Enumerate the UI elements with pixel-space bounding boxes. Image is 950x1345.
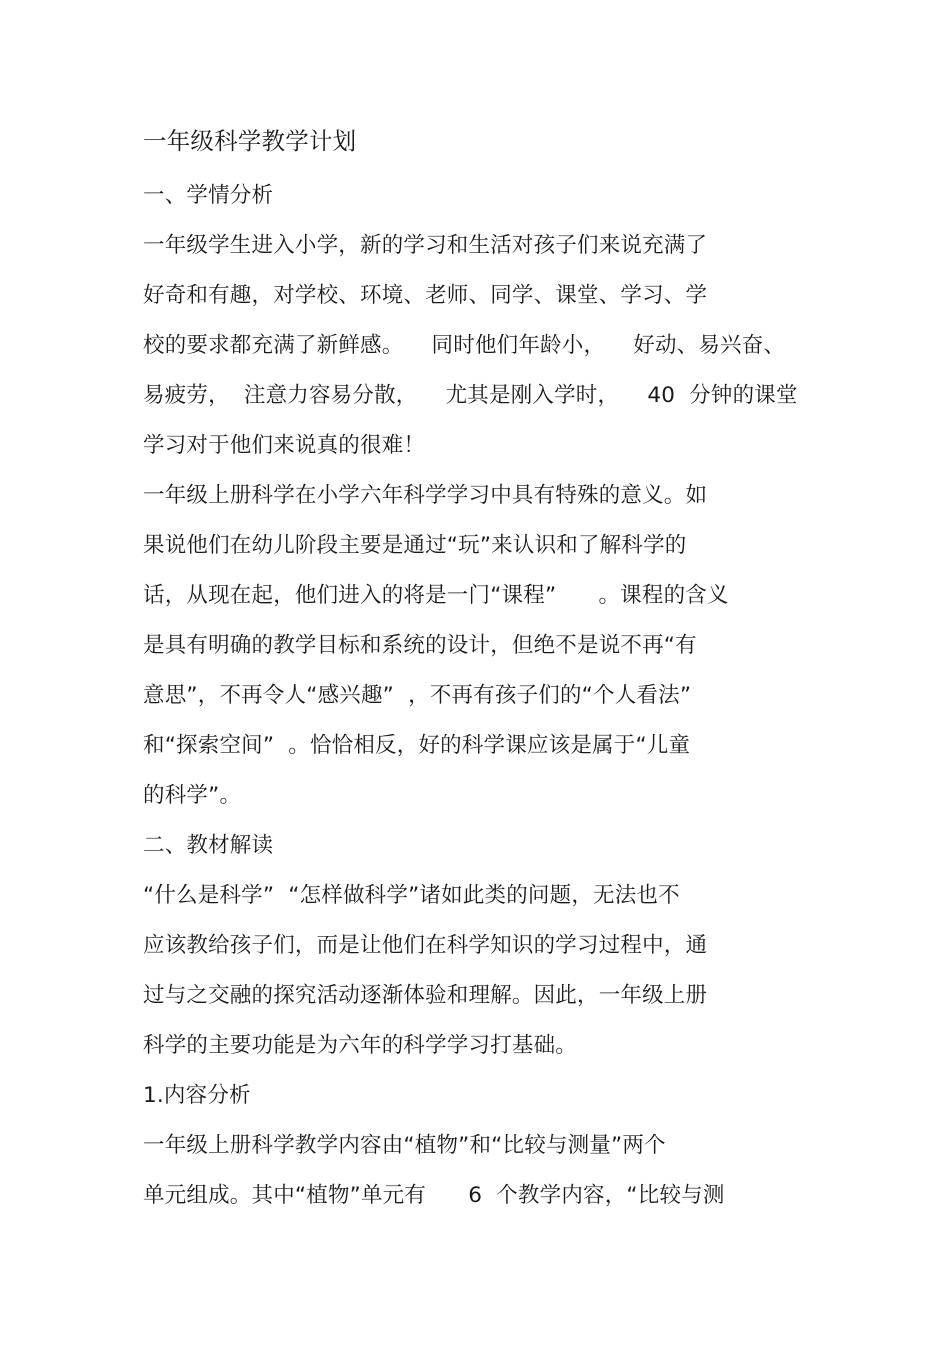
paragraph-line: 是具有明确的教学目标和系统的设计，但绝不是说不再“有 [143,633,697,658]
document-title: 一年级科学教学计划 [143,127,357,155]
paragraph-line: 和“探索空间” 。恰恰相反，好的科学课应该是属于“儿童 [143,733,691,758]
subsection-heading: 1.内容分析 [143,1083,251,1108]
paragraph-line: 话，从现在起，他们进入的将是一门“课程” 。课程的含义 [143,583,729,608]
section-heading-1: 一、学情分析 [143,183,274,208]
paragraph-line: 单元组成。其中“植物”单元有 6 个教学内容，“比较与测 [143,1183,725,1208]
paragraph-line: 易疲劳， 注意力容易分散， 尤其是刚入学时， 40 分钟的课堂 [143,383,798,408]
paragraph-line: 一年级上册科学在小学六年科学学习中具有特殊的意义。如 [143,483,708,508]
paragraph-line: 应该教给孩子们，而是让他们在科学知识的学习过程中，通 [143,933,708,958]
paragraph-line: 学习对于他们来说真的很难！ [143,433,426,458]
paragraph-line: 果说他们在幼儿阶段主要是通过“玩”来认识和了解科学的 [143,533,687,558]
paragraph-line: 好奇和有趣，对学校、环境、老师、同学、课堂、学习、学 [143,283,708,308]
paragraph-line: 校的要求都充满了新鲜感。 同时他们年龄小， 好动、易兴奋、 [143,333,786,358]
paragraph-line: 过与之交融的探究活动逐渐体验和理解。因此，一年级上册 [143,983,708,1008]
paragraph-line: 科学的主要功能是为六年的科学学习打基础。 [143,1033,578,1058]
paragraph-line: “什么是科学” “怎样做科学”诸如此类的问题，无法也不 [143,883,680,908]
paragraph-line: 一年级上册科学教学内容由“植物”和“比较与测量”两个 [143,1133,666,1158]
section-heading-2: 二、教材解读 [143,833,274,858]
paragraph-line: 意思”，不再令人“感兴趣” ，不再有孩子们的“个人看法” [143,683,692,708]
paragraph-line: 一年级学生进入小学，新的学习和生活对孩子们来说充满了 [143,233,708,258]
paragraph-line: 的科学”。 [143,783,242,808]
